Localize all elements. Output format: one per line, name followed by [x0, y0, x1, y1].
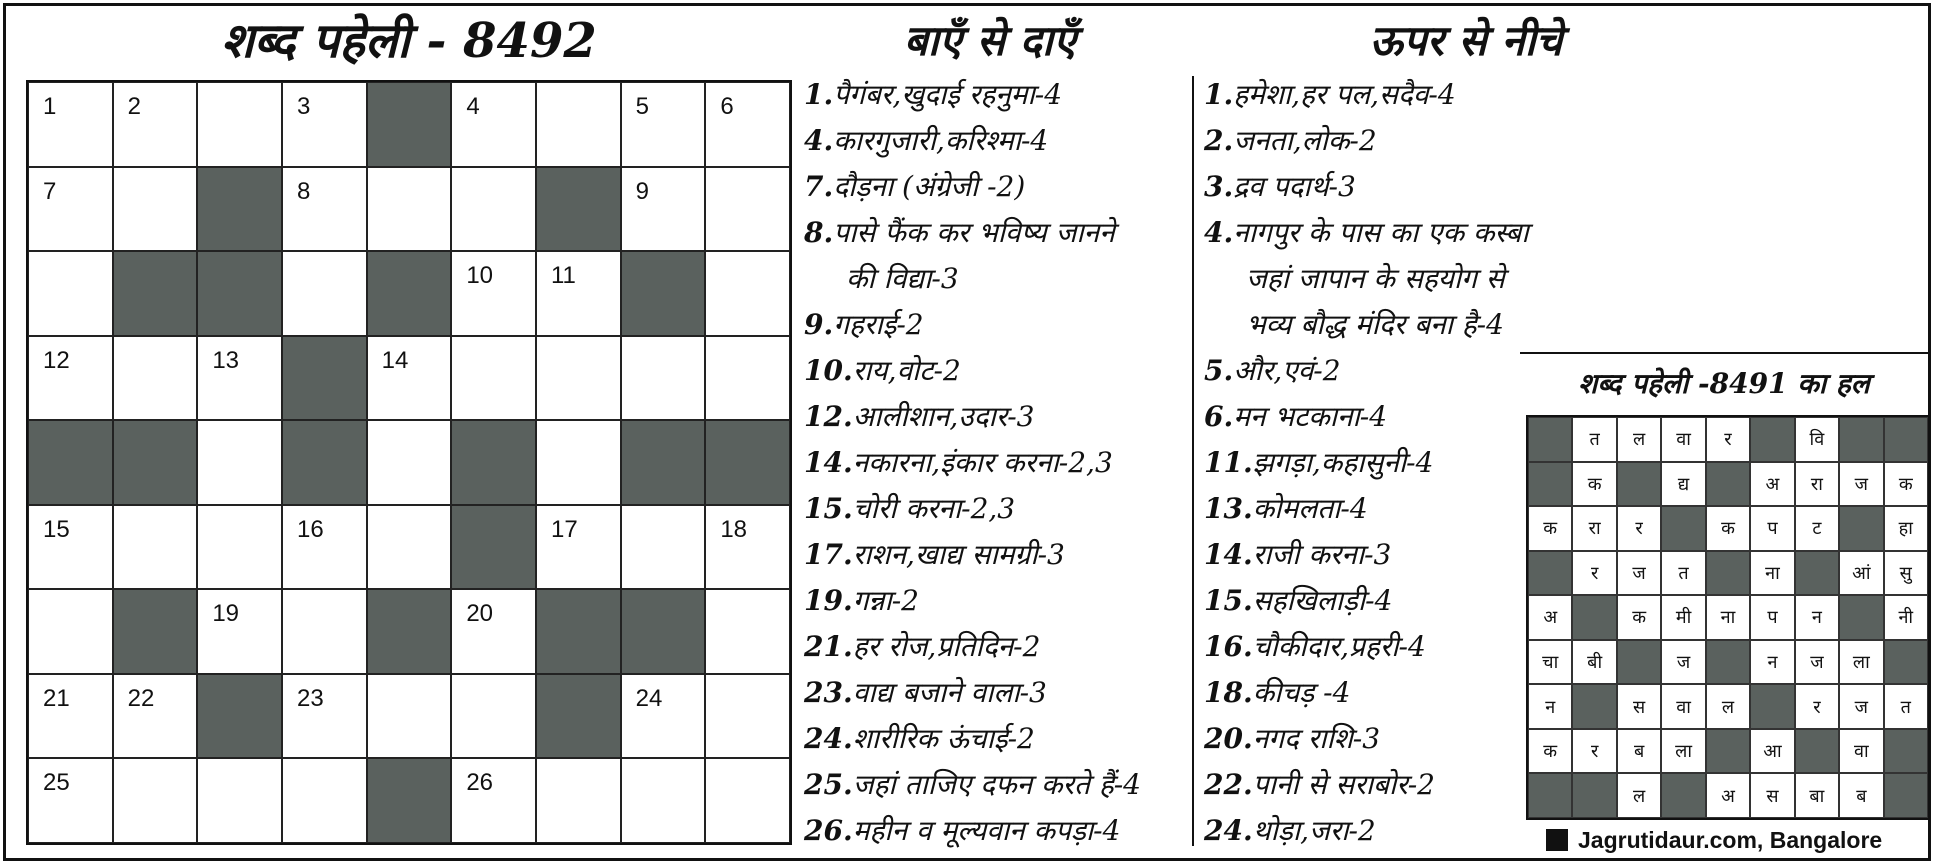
grid-cell[interactable] — [536, 420, 621, 505]
clue-text: पैगंबर,खुदाई रहनुमा-4 — [833, 78, 1063, 111]
grid-cell[interactable] — [705, 758, 790, 843]
clue-text: गहराई-2 — [833, 308, 924, 341]
grid-cell[interactable] — [705, 674, 790, 759]
solution-cell-black — [1528, 551, 1572, 596]
across-clue — [804, 808, 1194, 854]
solution-cell: द्य — [1661, 462, 1705, 507]
clue-text: कारगुजारी,करिश्मा-4 — [833, 124, 1049, 157]
grid-cell-black — [367, 251, 452, 336]
grid-cell[interactable] — [451, 589, 536, 674]
crossword-grid — [26, 80, 792, 845]
grid-cell[interactable] — [367, 336, 452, 421]
credit-line — [1546, 824, 1882, 856]
solution-cell: त — [1884, 684, 1928, 729]
solution-cell-black — [1839, 506, 1883, 551]
across-clue — [804, 486, 1194, 532]
grid-cell[interactable] — [536, 251, 621, 336]
cell-number: 26 — [466, 769, 494, 797]
solution-cell-black — [1884, 729, 1928, 774]
down-clue — [1204, 256, 1604, 302]
clue-number: 15. — [1204, 584, 1253, 617]
grid-cell-black — [113, 420, 198, 505]
grid-cell[interactable] — [28, 336, 113, 421]
cell-number: 23 — [296, 684, 324, 712]
across-clue — [804, 256, 1194, 302]
grid-cell[interactable] — [705, 82, 790, 167]
clue-text: कीचड़ -4 — [1252, 676, 1351, 709]
clue-number: 10. — [804, 354, 853, 387]
grid-cell-black — [536, 589, 621, 674]
clue-text: कोमलता-4 — [1252, 492, 1368, 525]
solution-cell: त — [1661, 551, 1705, 596]
solution-cell: न — [1795, 595, 1839, 640]
solution-cell: ज — [1839, 462, 1883, 507]
grid-cell[interactable] — [536, 758, 621, 843]
cell-number: 14 — [381, 346, 409, 374]
solution-cell-black — [1617, 462, 1661, 507]
clue-number: 4. — [1204, 216, 1234, 249]
grid-cell[interactable] — [621, 758, 706, 843]
grid-cell[interactable] — [282, 589, 367, 674]
solution-cell: रा — [1795, 462, 1839, 507]
clue-number: 9. — [804, 308, 834, 341]
solution-title: शब्द पहेली -8491 का हल — [1578, 367, 1870, 400]
grid-cell[interactable] — [28, 589, 113, 674]
cell-number: 9 — [635, 177, 650, 205]
grid-cell[interactable] — [197, 505, 282, 590]
grid-cell[interactable] — [113, 758, 198, 843]
grid-cell[interactable] — [705, 505, 790, 590]
solution-cell: र — [1795, 684, 1839, 729]
grid-cell[interactable] — [367, 420, 452, 505]
grid-cell[interactable] — [451, 251, 536, 336]
solution-cell-black — [1528, 773, 1572, 818]
cell-number: 2 — [127, 93, 142, 120]
grid-cell[interactable] — [621, 336, 706, 421]
grid-cell-black — [367, 589, 452, 674]
across-clue — [804, 210, 1194, 256]
grid-cell[interactable] — [197, 420, 282, 505]
solution-cell: क — [1528, 729, 1572, 774]
grid-cell[interactable] — [282, 674, 367, 759]
clue-number: 3. — [1204, 170, 1234, 203]
grid-cell[interactable] — [197, 82, 282, 167]
grid-cell[interactable] — [705, 336, 790, 421]
clue-text: हर रोज,प्रतिदिन-2 — [852, 630, 1041, 663]
solution-cell: वा — [1661, 684, 1705, 729]
grid-cell-black — [621, 420, 706, 505]
grid-cell[interactable] — [705, 251, 790, 336]
clue-text: वाद्य बजाने वाला-3 — [852, 676, 1047, 709]
clue-number: 26. — [804, 814, 853, 847]
solution-cell-black — [1839, 595, 1883, 640]
cell-number: 3 — [296, 93, 311, 120]
clue-text: हमेशा,हर पल,सदैव-4 — [1233, 78, 1456, 111]
cell-number: 18 — [720, 515, 748, 543]
solution-cell: ब — [1839, 773, 1883, 818]
solution-cell-black — [1839, 417, 1883, 462]
clue-text: पानी से सराबोर-2 — [1252, 768, 1435, 801]
puzzle-title: शब्द पहेली - 8492 — [221, 13, 597, 69]
grid-cell[interactable] — [28, 167, 113, 252]
grid-cell[interactable] — [451, 82, 536, 167]
solution-cell: ज — [1839, 684, 1883, 729]
across-clue — [804, 348, 1194, 394]
solution-cell-black — [1884, 640, 1928, 685]
cell-number: 1 — [43, 93, 57, 120]
down-heading: ऊपर से नीचे — [1369, 16, 1563, 65]
solution-cell: ट — [1795, 506, 1839, 551]
solution-cell: र — [1706, 417, 1750, 462]
cell-number: 24 — [635, 684, 663, 712]
grid-cell-black — [197, 674, 282, 759]
grid-cell-black — [367, 82, 452, 167]
grid-cell-black — [282, 336, 367, 421]
grid-cell-black — [28, 420, 113, 505]
grid-cell[interactable] — [113, 167, 198, 252]
solution-cell: नी — [1884, 595, 1928, 640]
clue-text: की विद्या-3 — [846, 262, 959, 295]
clue-number: 18. — [1204, 676, 1253, 709]
grid-cell-black — [113, 251, 198, 336]
solution-cell-black — [1884, 773, 1928, 818]
solution-divider — [1520, 352, 1928, 354]
solution-cell: प — [1750, 506, 1794, 551]
grid-cell[interactable] — [705, 589, 790, 674]
across-clue — [804, 118, 1194, 164]
grid-cell[interactable] — [705, 167, 790, 252]
solution-cell-black — [1750, 684, 1794, 729]
solution-cell: न — [1528, 684, 1572, 729]
grid-cell[interactable] — [113, 505, 198, 590]
clue-text: नगद राशि-3 — [1252, 722, 1381, 755]
cell-number: 17 — [550, 515, 578, 543]
clue-text: राजी करना-3 — [1252, 538, 1392, 571]
grid-cell[interactable] — [282, 251, 367, 336]
grid-cell-black — [621, 251, 706, 336]
grid-cell[interactable] — [282, 82, 367, 167]
solution-cell: ला — [1661, 729, 1705, 774]
grid-cell[interactable] — [621, 505, 706, 590]
solution-cell-black — [1706, 640, 1750, 685]
cell-number: 20 — [466, 600, 494, 628]
grid-cell-black — [536, 674, 621, 759]
cell-number: 7 — [43, 177, 57, 205]
clue-text: नागपुर के पास का एक कस्बा — [1233, 216, 1529, 249]
grid-cell-black — [705, 420, 790, 505]
solution-cell: सु — [1884, 551, 1928, 596]
clue-text: द्रव पदार्थ-3 — [1233, 170, 1356, 203]
clue-text: झगड़ा,कहासुनी-4 — [1252, 446, 1434, 479]
cell-number: 13 — [212, 346, 240, 374]
grid-cell[interactable] — [451, 336, 536, 421]
grid-cell-black — [536, 167, 621, 252]
solution-cell: ना — [1706, 595, 1750, 640]
clue-number: 11. — [1204, 446, 1253, 479]
grid-cell[interactable] — [113, 82, 198, 167]
solution-cell: ज — [1617, 551, 1661, 596]
cell-number: 12 — [43, 346, 70, 374]
clue-text: महीन व मूल्यवान कपड़ा-4 — [852, 814, 1121, 847]
solution-cell: र — [1572, 551, 1616, 596]
cell-number: 8 — [296, 177, 311, 205]
clue-text: सहखिलाड़ी-4 — [1252, 584, 1393, 617]
solution-cell-black — [1661, 773, 1705, 818]
solution-cell-black — [1572, 773, 1616, 818]
grid-cell[interactable] — [28, 505, 113, 590]
solution-cell: प — [1750, 595, 1794, 640]
solution-cell-black — [1795, 729, 1839, 774]
credit-text: Jagrutidaur.com, Bangalore — [1578, 826, 1883, 853]
across-clue — [804, 762, 1194, 808]
cell-number: 11 — [550, 262, 576, 290]
cell-number: 25 — [43, 769, 70, 797]
clue-number: 19. — [804, 584, 853, 617]
down-clue — [1204, 164, 1604, 210]
solution-cell-black — [1572, 684, 1616, 729]
clue-text: और,एवं-2 — [1233, 354, 1341, 387]
across-clue — [804, 578, 1194, 624]
clue-number: 13. — [1204, 492, 1253, 525]
clue-text: पासे फैंक कर भविष्य जानने — [833, 216, 1115, 249]
solution-cell: वि — [1795, 417, 1839, 462]
grid-cell[interactable] — [536, 336, 621, 421]
solution-cell: ल — [1617, 417, 1661, 462]
across-clue — [804, 440, 1194, 486]
solution-cell-black — [1661, 506, 1705, 551]
clue-number: 14. — [804, 446, 853, 479]
clue-text: राशन,खाद्य सामग्री-3 — [852, 538, 1065, 571]
clue-text: नकारना,इंकार करना-2,3 — [852, 446, 1113, 479]
solution-cell: स — [1750, 773, 1794, 818]
cell-number: 19 — [212, 600, 240, 628]
solution-cell-black — [1706, 729, 1750, 774]
clue-text: आलीशान,उदार-3 — [852, 400, 1035, 433]
grid-cell[interactable] — [451, 167, 536, 252]
across-heading: बाएँ से दाएँ — [903, 16, 1077, 65]
solution-cell-black — [1528, 462, 1572, 507]
clue-number: 25. — [804, 768, 853, 801]
clue-number: 2. — [1204, 124, 1234, 157]
clue-text: शारीरिक ऊंचाई-2 — [852, 722, 1035, 755]
down-clue — [1204, 118, 1604, 164]
clue-number: 17. — [804, 538, 853, 571]
clue-number: 20. — [1204, 722, 1253, 755]
solution-cell: हा — [1884, 506, 1928, 551]
solution-cell-black — [1884, 417, 1928, 462]
solution-cell-black — [1528, 417, 1572, 462]
grid-cell[interactable] — [113, 336, 198, 421]
clue-number: 8. — [804, 216, 834, 249]
solution-cell: वा — [1661, 417, 1705, 462]
grid-cell[interactable] — [367, 505, 452, 590]
across-clue-list — [804, 72, 1194, 854]
solution-cell: ला — [1839, 640, 1883, 685]
grid-cell[interactable] — [282, 758, 367, 843]
grid-cell[interactable] — [367, 674, 452, 759]
solution-cell: क — [1706, 506, 1750, 551]
clue-number: 16. — [1204, 630, 1253, 663]
clue-number: 4. — [804, 124, 834, 157]
solution-cell: ल — [1706, 684, 1750, 729]
solution-grid — [1526, 415, 1930, 820]
solution-cell: क — [1884, 462, 1928, 507]
clue-text: चोरी करना-2,3 — [852, 492, 1016, 525]
clue-number: 22. — [1204, 768, 1253, 801]
grid-cell[interactable] — [621, 167, 706, 252]
solution-cell: अ — [1528, 595, 1572, 640]
solution-cell: ज — [1795, 640, 1839, 685]
solution-cell: अ — [1750, 462, 1794, 507]
across-clue — [804, 394, 1194, 440]
solution-cell: अ — [1706, 773, 1750, 818]
grid-cell[interactable] — [282, 505, 367, 590]
solution-cell: चा — [1528, 640, 1572, 685]
clue-text: जनता,लोक-2 — [1233, 124, 1377, 157]
across-clue — [804, 532, 1194, 578]
solution-cell-black — [1572, 595, 1616, 640]
grid-cell[interactable] — [28, 251, 113, 336]
square-icon — [1546, 829, 1568, 851]
grid-cell[interactable] — [113, 674, 198, 759]
cell-number: 10 — [466, 262, 494, 290]
across-clue — [804, 302, 1194, 348]
solution-cell: क — [1572, 462, 1616, 507]
grid-cell[interactable] — [621, 674, 706, 759]
grid-cell[interactable] — [197, 336, 282, 421]
solution-cell: बी — [1572, 640, 1616, 685]
solution-cell-black — [1795, 551, 1839, 596]
solution-cell: ज — [1661, 640, 1705, 685]
solution-cell: ल — [1617, 773, 1661, 818]
clue-number: 1. — [804, 78, 834, 111]
clue-number: 15. — [804, 492, 853, 525]
solution-cell-black — [1706, 551, 1750, 596]
grid-cell[interactable] — [621, 82, 706, 167]
grid-cell-black — [197, 167, 282, 252]
grid-cell[interactable] — [28, 758, 113, 843]
solution-cell: वा — [1839, 729, 1883, 774]
grid-cell[interactable] — [28, 82, 113, 167]
grid-cell-black — [367, 758, 452, 843]
grid-cell[interactable] — [536, 82, 621, 167]
grid-cell-black — [621, 589, 706, 674]
clue-number: 12. — [804, 400, 853, 433]
solution-cell: आ — [1750, 729, 1794, 774]
solution-cell: मी — [1661, 595, 1705, 640]
solution-cell: ब — [1617, 729, 1661, 774]
column-divider — [1192, 76, 1194, 846]
across-clue — [804, 72, 1194, 118]
solution-cell-black — [1617, 640, 1661, 685]
grid-cell[interactable] — [367, 167, 452, 252]
cell-number: 15 — [43, 515, 70, 543]
clue-text: मन भटकाना-4 — [1233, 400, 1388, 433]
cell-number: 5 — [635, 93, 650, 120]
grid-cell[interactable] — [197, 589, 282, 674]
clue-number: 5. — [1204, 354, 1234, 387]
clue-text: दौड़ना (अंग्रेजी -2) — [833, 170, 1026, 203]
solution-cell: आं — [1839, 551, 1883, 596]
grid-cell[interactable] — [536, 505, 621, 590]
solution-cell: र — [1572, 729, 1616, 774]
clue-text: जहां ताजिए दफन करते हैं-4 — [852, 768, 1141, 801]
across-clue — [804, 670, 1194, 716]
cell-number: 4 — [466, 93, 480, 120]
cell-number: 6 — [720, 93, 734, 120]
clue-number: 6. — [1204, 400, 1234, 433]
solution-cell: न — [1750, 640, 1794, 685]
solution-cell-black — [1706, 462, 1750, 507]
solution-cell: स — [1617, 684, 1661, 729]
solution-cell: क — [1528, 506, 1572, 551]
across-clue — [804, 624, 1194, 670]
clue-text: चौकीदार,प्रहरी-4 — [1252, 630, 1426, 663]
down-clue — [1204, 210, 1604, 256]
solution-cell: क — [1617, 595, 1661, 640]
grid-cell[interactable] — [451, 758, 536, 843]
clue-number: 14. — [1204, 538, 1253, 571]
solution-cell: बा — [1795, 773, 1839, 818]
grid-cell[interactable] — [282, 167, 367, 252]
down-clue — [1204, 72, 1604, 118]
clue-text: राय,वोट-2 — [852, 354, 961, 387]
across-clue — [804, 716, 1194, 762]
clue-number: 23. — [804, 676, 853, 709]
clue-number: 24. — [1204, 814, 1253, 847]
cell-number: 21 — [43, 684, 70, 712]
solution-cell-black — [1750, 417, 1794, 462]
solution-cell: त — [1572, 417, 1616, 462]
cell-number: 22 — [127, 684, 155, 712]
grid-cell-black — [451, 420, 536, 505]
solution-cell: रा — [1572, 506, 1616, 551]
solution-cell: ना — [1750, 551, 1794, 596]
grid-cell[interactable] — [28, 674, 113, 759]
grid-cell-black — [282, 420, 367, 505]
grid-cell-black — [197, 251, 282, 336]
grid-cell-black — [451, 505, 536, 590]
clue-text: भव्य बौद्ध मंदिर बना है-4 — [1246, 308, 1504, 341]
clue-number: 1. — [1204, 78, 1234, 111]
grid-cell-black — [113, 589, 198, 674]
clue-text: जहां जापान के सहयोग से — [1246, 262, 1505, 295]
clue-text: गन्ना-2 — [852, 584, 919, 617]
cell-number: 16 — [296, 515, 324, 543]
solution-cell: र — [1617, 506, 1661, 551]
clue-number: 24. — [804, 722, 853, 755]
clue-number: 7. — [804, 170, 834, 203]
across-clue — [804, 164, 1194, 210]
clue-number: 21. — [804, 630, 853, 663]
grid-cell[interactable] — [451, 674, 536, 759]
down-clue — [1204, 302, 1604, 348]
clue-text: थोड़ा,जरा-2 — [1252, 814, 1376, 847]
grid-cell[interactable] — [197, 758, 282, 843]
